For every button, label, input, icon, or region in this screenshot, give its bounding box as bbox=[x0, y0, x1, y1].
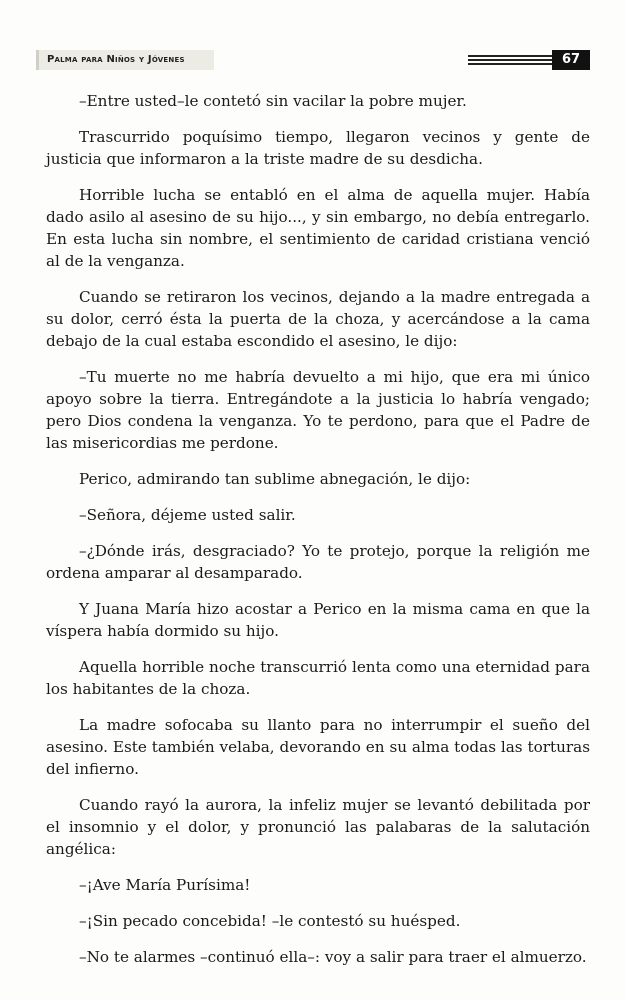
running-head: Palma para Niños y Jóvenes bbox=[36, 50, 214, 70]
paragraph: Y Juana María hizo acostar a Perico en la misma cama en que la víspera había dormido su hijo. bbox=[46, 600, 590, 640]
body-text bbox=[46, 90, 590, 982]
paragraph: –¡Ave María Purísima! bbox=[79, 876, 251, 894]
paragraph: La madre sofocaba su llanto para no interrumpir el sueño del asesino. Este también velaba, devorando en su alma todas las torturas del infierno. bbox=[46, 716, 590, 778]
paragraph: Trascurrido poquísimo tiempo, llegaron vecinos y gente de justicia que informaron a la triste madre de su desdicha. bbox=[46, 128, 590, 168]
paragraph: Aquella horrible noche transcurrió lenta como una eternidad para los habitantes de la choza. bbox=[46, 658, 590, 698]
paragraph: Cuando rayó la aurora, la infeliz mujer se levantó debilitada por el insomnio y el dolor, y pronunció las palabaras de la salutación angélica: bbox=[46, 796, 590, 858]
paragraph: Horrible lucha se entabló en el alma de aquella mujer. Había dado asilo al asesino de su hijo..., y sin embargo, no debía entregarlo. En esta lucha sin nombre, el sentimiento de caridad cristiana venció al de la venganza. bbox=[46, 186, 590, 270]
paragraph: –Tu muerte no me habría devuelto a mi hijo, que era mi único apoyo sobre la tierra. Entregándote a la justicia lo habría vengado; pero Dios condena la venganza. Yo te perdono, para que el Padre de las misericordias me perdone. bbox=[46, 368, 590, 452]
paragraph: –No te alarmes –continuó ella–: voy a salir para traer el almuerzo. bbox=[79, 948, 587, 966]
page-number: 67 bbox=[552, 50, 590, 70]
paragraph: –¡Sin pecado concebida! –le contestó su huésped. bbox=[79, 912, 461, 930]
paragraph: –Entre usted–le contetó sin vacilar la pobre mujer. bbox=[79, 92, 467, 110]
paragraph: –Señora, déjeme usted salir. bbox=[79, 506, 296, 524]
header-rule bbox=[468, 55, 553, 67]
paragraph: –¿Dónde irás, desgraciado? Yo te protejo, porque la religión me ordena amparar al desamparado. bbox=[46, 542, 590, 582]
paragraph: Perico, admirando tan sublime abnegación, le dijo: bbox=[79, 470, 471, 488]
paragraph: Cuando se retiraron los vecinos, dejando a la madre entregada a su dolor, cerró ésta la puerta de la choza, y acercándose a la cama debajo de la cual estaba escondido el asesino, le dijo: bbox=[46, 288, 590, 350]
page-header bbox=[36, 50, 590, 72]
